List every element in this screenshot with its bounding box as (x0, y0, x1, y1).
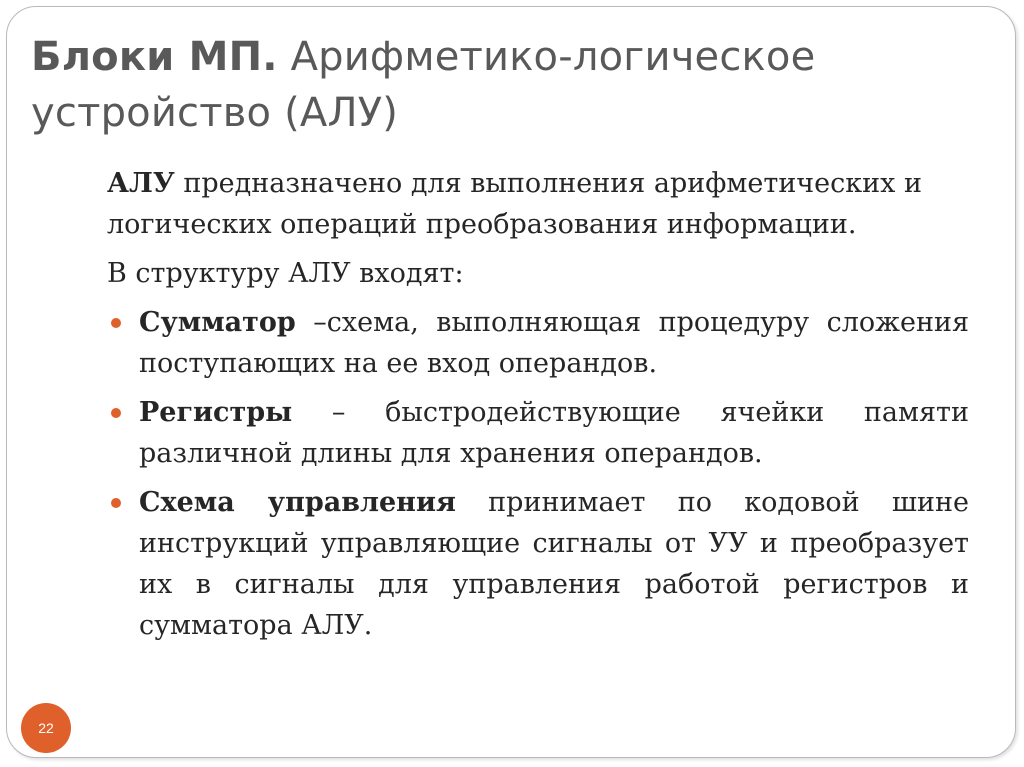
bullet-term: Сумматор (139, 307, 296, 338)
slide-frame (6, 6, 1016, 758)
bullet-text: –схема, выполняющая процедуру сложения поступающих на ее вход операндов. (139, 307, 969, 379)
bullet-icon (111, 498, 121, 508)
bullet-icon (111, 318, 121, 328)
structure-label: В структуру АЛУ входят: (107, 258, 464, 289)
slide-title (31, 29, 971, 141)
list-item (107, 302, 969, 384)
slide-body (107, 163, 969, 654)
page-number-badge: 22 (21, 703, 71, 753)
bullet-text: принимает по кодовой шине инструкций управляющие сигналы от УУ и преобразует их в сигналы для управления работой регистров и сумматора АЛУ. (139, 487, 969, 641)
list-item (107, 392, 969, 474)
bullet-list (107, 302, 969, 646)
intro-term: АЛУ (107, 168, 175, 199)
bullet-icon (111, 408, 121, 418)
bullet-term: Регистры (139, 397, 293, 428)
slide-title-bold: Блоки МП. (31, 34, 278, 80)
intro-text: предназначено для выполнения арифметических и логических операций преобразования информации. (107, 168, 922, 240)
bullet-text: – быстродействующие ячейки памяти различной длины для хранения операндов. (139, 397, 969, 469)
bullet-term: Схема управления (139, 487, 456, 518)
intro-paragraph (107, 163, 969, 245)
slide-title-rest: Арифметико-логическое устройство (АЛУ) (31, 34, 816, 136)
list-item (107, 482, 969, 646)
